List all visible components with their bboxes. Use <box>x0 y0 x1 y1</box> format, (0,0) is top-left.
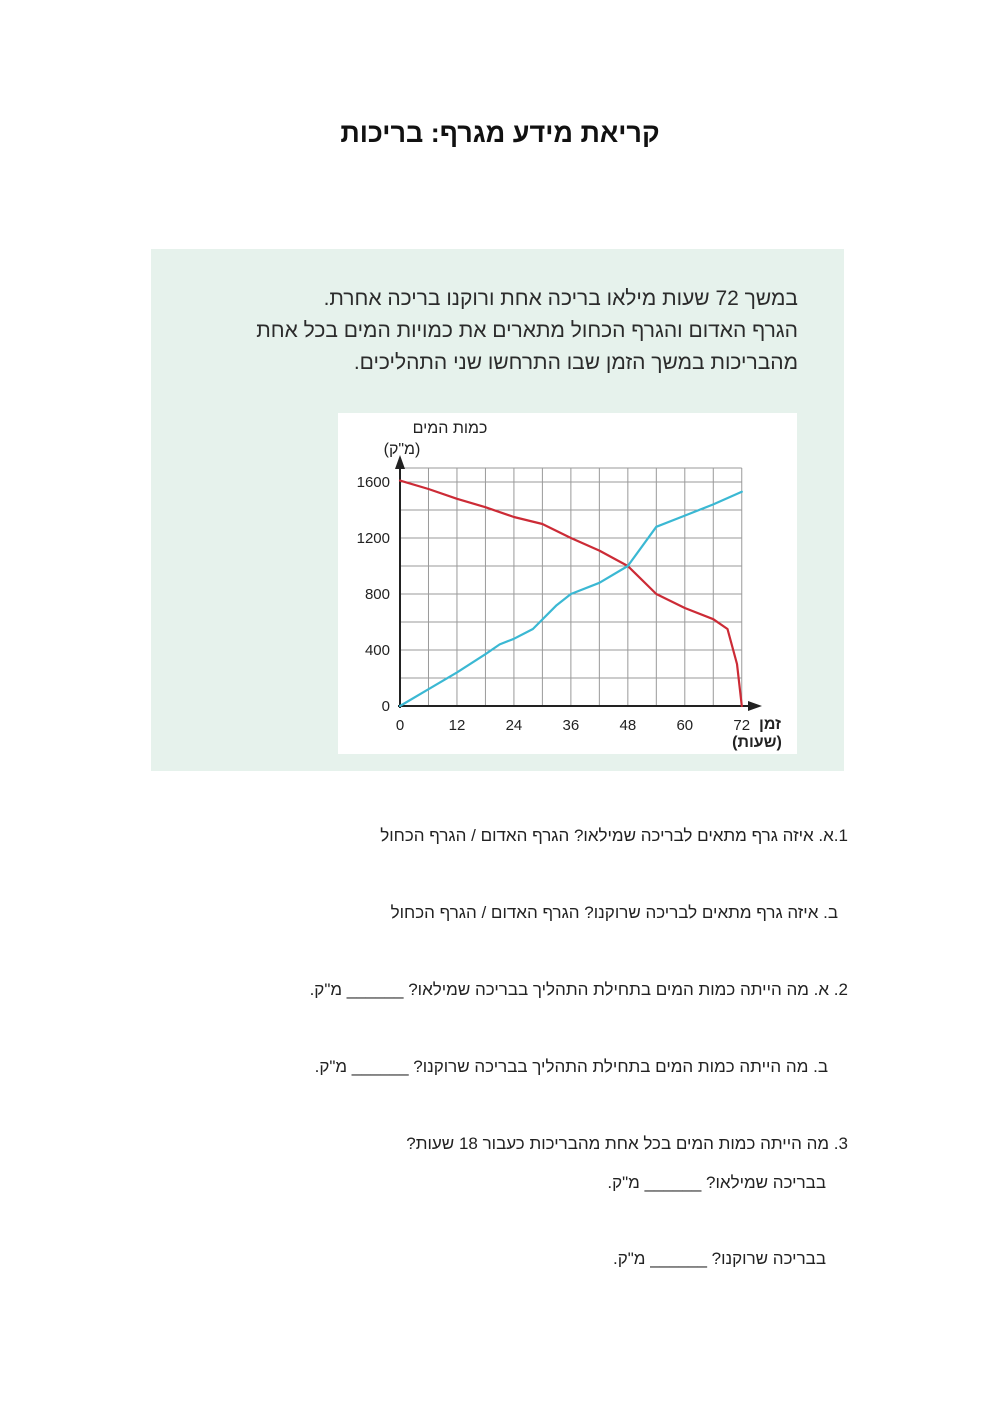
question-1a: 1.א. איזה גרף מתאים לבריכה שמילאו? הגרף האדום / הגרף הכחול <box>380 826 848 845</box>
question-2b: ב. מה הייתה כמות המים בתחילת התהליך בבריכה שרוקנו? ______ מ"ק. <box>314 1057 828 1076</box>
x-tick-label: 24 <box>505 717 523 734</box>
info-panel <box>151 249 844 771</box>
y-tick-label: 0 <box>381 698 390 715</box>
page-title: קריאת מידע מגרף: בריכות <box>340 118 660 148</box>
x-tick-label: 36 <box>562 717 580 734</box>
intro-line-1: במשך 72 שעות מילאו בריכה אחת ורוקנו בריכה אחרת. <box>323 287 798 310</box>
y-tick-label: 1600 <box>356 474 390 491</box>
intro-text <box>198 283 798 379</box>
x-axis-label-line2: (שעות) <box>732 734 782 751</box>
x-tick-label: 48 <box>619 717 637 734</box>
y-axis-label-line1: כמות המים <box>412 420 488 437</box>
question-3: 3. מה הייתה כמות המים בכל אחת מהבריכות כעבור 18 שעות? <box>406 1134 848 1153</box>
y-tick-label: 400 <box>364 642 390 659</box>
x-tick-label: 12 <box>448 717 466 734</box>
question-3b: בבריכה שרוקנו? ______ מ"ק. <box>613 1249 826 1268</box>
intro-line-2: הגרף האדום והגרף הכחול מתארים את כמויות המים בכל אחת <box>256 319 798 342</box>
y-tick-label: 1200 <box>356 530 390 547</box>
y-axis-label-line2: (מ"ק) <box>383 441 421 458</box>
x-axis-arrow <box>748 701 762 711</box>
question-3a: בבריכה שמילאו? ______ מ"ק. <box>607 1173 826 1192</box>
x-axis-label-line1: זמן <box>759 716 781 733</box>
y-tick-label: 800 <box>364 586 390 603</box>
x-tick-label: 60 <box>676 717 694 734</box>
question-2a: 2. א. מה הייתה כמות המים בתחילת התהליך בבריכה שמילאו? ______ מ"ק. <box>309 980 848 999</box>
x-tick-label: 72 <box>733 717 751 734</box>
x-tick-label: 0 <box>395 717 405 734</box>
pool-chart <box>338 413 797 754</box>
chart-container <box>338 413 797 754</box>
intro-line-3: מהבריכות במשך הזמן שבו התרחשו שני התהליכים. <box>353 351 798 374</box>
question-1b: ב. איזה גרף מתאים לבריכה שרוקנו? הגרף האדום / הגרף הכחול <box>390 903 838 922</box>
